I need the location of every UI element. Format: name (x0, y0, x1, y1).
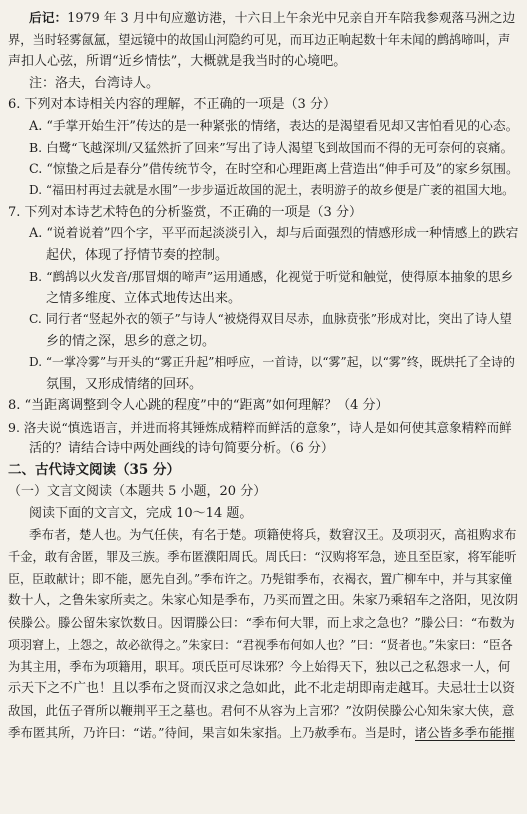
question-7-option-b-cont: 之情多维度、立体式地传达出来。 (46, 290, 242, 306)
passage-line-last: 季布匿其所，乃许曰：“诺。”待间，果言如朱家指。上乃赦季布。当是时，诸公皆多季布能摧 (8, 725, 515, 740)
postscript-line-2: 界，当时轻雾氤氲，望远镜中的故国山河隐约可见，而耳边正响起数十年未闻的鹧鸪啼叫，声 (8, 32, 511, 47)
reading-instruction: 阅读下面的文言文，完成 10～14 题。 (29, 505, 253, 521)
question-7-option-b: B. “鹧鸪以火发音/那冒烟的啼声”运用通感，化视觉于听觉和触觉，使得原本抽象的思乡 (29, 269, 514, 284)
passage-line: 臣，臣敢献计；即不能，愿先自刭。”季布许之。乃髡钳季布，衣褐衣，置广柳车中，并与其家僮 (8, 572, 513, 586)
subsection-title: （一）文言文阅读（本题共 5 小题，20 分） (8, 484, 267, 499)
postscript (8, 8, 519, 94)
question-9-line-2: 活的？请结合诗中两处画线的诗句简要分析。（6 分） (29, 441, 334, 456)
question-8: 8. “当距离调整到令人心跳的程度”中的“距离”如何理解？（4 分） (8, 398, 389, 413)
question-7-option-d-cont: 氛围，又形成情绪的回环。 (46, 376, 203, 392)
passage-line: 数十人，之鲁朱家所卖之。朱家心知是季布，乃买而置之田。朱家乃乘轺车之洛阳，见汝阴 (8, 593, 518, 608)
question-6 (8, 94, 519, 202)
passage-line: 敌国，此伍子胥所以鞭荆平王之墓也。君何不从容为上言邪？”汝阴侯滕公心知朱家大侠，意 (8, 703, 515, 718)
postscript-line-3: 声扣人心弦，所谓“近乡情怯”，大概就是我当时的心境吧。 (8, 54, 347, 69)
underlined-sentence: 诸公皆多季布能摧 (414, 725, 515, 740)
passage-line: 为其主用，季布为项籍用，职耳。项氏臣可尽诛邪？今上始得天下，独以己之私怨求一人，何 (8, 660, 511, 674)
postscript-label: 后记： (29, 11, 68, 26)
passage-line: 千金，敢有舍匿，罪及三族。季布匿濮阳周氏。周氏曰：“汉购将军急，迹且至臣家，将军能听 (8, 550, 517, 564)
question-7-option-a: A. “说着说着”四个字，平平而起淡淡引入，却与后面强烈的情感形成一种情感上的跌宕 (29, 226, 519, 241)
question-6-option-b: B. 白鹭“飞越深圳/又猛然折了回来”写出了诗人渴望飞到故国而不得的无可奈何的哀痛。 (29, 140, 514, 155)
question-7-option-d: D. “一掌冷雾”与开头的“雾正升起”相呼应，一首诗，以“雾”起，以“雾”终，既烘托了全诗的 (29, 355, 515, 369)
passage-line: 示天下之不广也！且以季布之贤而汉求之急如此，此不北走胡即南走越耳。夫忌壮士以资 (8, 681, 516, 696)
question-7-option-a-cont: 起伏，体现了抒情节奏的控制。 (46, 247, 229, 263)
postscript-line-1: 后记：1979 年 3 月中旬应邀访港，十六日上午余光中兄亲自开车陪我参观落马洲之边 (29, 11, 516, 26)
passage-line: 侯滕公。滕公留朱家饮数日。因谓滕公曰：“季布何大罪，而上求之急也？”滕公曰：“布数为 (8, 615, 515, 630)
question-6-option-c: C. “惊蛰之后是春分”借传统节令，在时空和心理距离上营造出“伸手可及”的家乡氛围。 (29, 161, 519, 177)
question-6-option-a: A. “手掌开始生汗”传达的是一种紧张的情绪，表达的是渴望看见却又害怕看见的心态。 (29, 118, 519, 134)
passage-line: 项羽窘上，上怨之，故必欲得之。”朱家曰：“君视季布何如人也？”曰：“贤者也。”朱家曰：“臣各 (8, 638, 513, 652)
classical-passage (8, 524, 519, 744)
question-9-line-1: 9. 洛夫说“慎选语言，并进而将其锤炼成精粹而鲜活的意象”，诗人是如何使其意象精粹而鲜 (8, 419, 512, 435)
section-title: 二、古代诗文阅读（35 分） (8, 461, 180, 478)
question-9 (8, 417, 519, 460)
question-7 (8, 202, 519, 396)
question-6-stem: 6. 下列对本诗相关内容的理解，不正确的一项是（3 分） (8, 97, 336, 112)
question-7-option-c-cont: 乡的情之深，思乡的意之切。 (46, 333, 216, 349)
question-7-option-c: C. 同行者“竖起外衣的领子”与诗人“被烧得双目尽赤，血脉贲张”形成对比，突出了诗人望 (29, 312, 512, 326)
question-6-option-d: D. “福田村再过去就是水围”一步步逼近故国的泥土，表明游子的故乡便是广袤的祖国大地。 (29, 183, 515, 197)
author-note: 注：洛夫，台湾诗人。 (29, 75, 160, 91)
question-7-stem: 7. 下列对本诗艺术特色的分析鉴赏，不正确的一项是（3 分） (8, 204, 362, 220)
passage-line: 季布者，楚人也。为气任侠，有名于楚。项籍使将兵，数窘汉王。及项羽灭，高祖购求布 (29, 527, 517, 542)
